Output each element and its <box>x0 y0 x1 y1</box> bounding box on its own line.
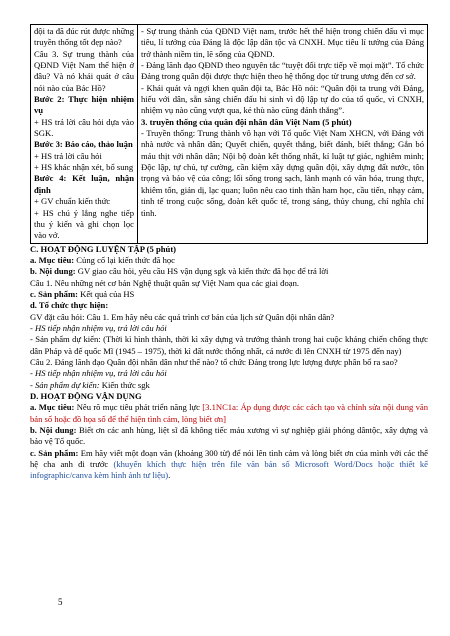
student-task-1: - HS tiếp nhận nhiệm vụ, trả lời câu hỏi <box>30 322 167 333</box>
party-leadership-paragraph: - Đảng lãnh đạo QĐND theo nguyên tắc “tuyệt đối trực tiếp về mọi mặt”. Tổ chức Đảng trong quân đội được thực hiện theo hệ thống dọc từ trung ương đến cơ sở. <box>141 60 424 82</box>
step-4-item-2: + HS chú ý lắng nghe tiếp thu ý kiến và ghi chọn lọc vào vở. <box>34 207 134 241</box>
student-task-2: - HS tiếp nhận nhiệm vụ, trả lời câu hỏi <box>30 368 167 379</box>
page-number: 5 <box>58 597 63 607</box>
section-d <box>30 391 428 482</box>
loyalty-paragraph: - Sự trung thành của QĐND Việt nam, trước hết thể hiện trong chiến đấu vì mục tiêu, lí tưởng của Đảng là độc lập dân tộc và CNXH. Mục tiêu lí tưởng của Đảng trở thành niềm tin, lẽ sống của QĐND. <box>141 26 424 59</box>
step-4-item-1: + GV chuẩn kiến thức <box>34 196 111 207</box>
section-d-content: b. Nội dung: Biết ơn các anh hùng, liệt sĩ đã không tiếc máu xương vì sự nghiệp giải phóng dântộc, xây dựng và bảo vệ Tổ quốc. <box>30 425 428 447</box>
section-c-question-2: Câu 2. Đảng lãnh đạo Quân đội nhân dân như thế nào? tổ chức Đảng trong lực lượng được phân bổ ra sao? <box>30 356 398 367</box>
section-d-heading: D. HOẠT ĐỘNG VẬN DỤNG <box>30 391 142 401</box>
table-row <box>31 25 428 244</box>
traditions-heading: 3. truyền thống của quân đội nhân dân Việt Nam (5 phút) <box>141 116 352 127</box>
traditions-paragraph: - Truyền thống: Trung thành vô hạn với Tổ quốc Việt Nam XHCN, với Đảng với nhà nước và nhân dân; Quyết chiến, quyết thắng, biết đánh, biết thắng; Gắn bó máu thịt với nhân dân; Nội bộ đoàn kết thống nhất, kỉ luật tự giác, nghiêm minh; Độc lập, tự chủ, tự cường, cần kiệm xây dựng quân đội, xây dựng đất nước, tôn trọng và bảo vệ của công; lối sống trong sạch, lành mạnh có văn hóa, trung thực, khiêm tốn, giản dị, lạc quan; luôn nêu cao tinh thần ham học, cầu tiến, nhạy cảm, tinh tế trong cuộc sống, đoàn kết quốc tế, trong sáng, thủy chung, chí nghĩa chí tình. <box>141 128 424 218</box>
activity-column <box>31 25 138 244</box>
section-c <box>30 244 428 391</box>
section-c-content: b. Nội dung: GV giao câu hỏi, yêu cầu HS vận dụng sgk và kiến thức đã học để trả lời <box>30 266 329 277</box>
digital-suggestion: (khuyến khích thực hiện trên file văn bản số Microsoft Word/Docs hoặc thiết kế infographic/canva kèm hình ảnh tư liệu) <box>30 459 428 481</box>
lesson-table <box>30 24 428 244</box>
section-d-product: c. Sản phẩm: Em hãy viết một đoạn văn (khoảng 300 từ) để nói lên tình cảm và lòng biết ơn của mình với các thế hệ cha anh đi trước (khuyến khích thực hiện trên file văn bản số Microsoft Word/Docs hoặc thiết kế infographic/canva kèm hình ảnh tư liệu). <box>30 447 428 481</box>
step-3-item-1: + HS trả lời câu hỏi <box>34 150 102 161</box>
step-4-heading: Bước 4: Kết luận, nhận định <box>34 173 134 195</box>
expected-product-1: - Sản phẩm dự kiến: (Thời kì hình thành, thời kì xây dựng và trưởng thành trong hai cuộc kháng chiến chống thực dân Pháp và đế quốc Mĩ (1945 – 1975), thời kì đất nước thống nhất, cả nước đi lên CNXH từ 1975 đến nay) <box>30 334 428 356</box>
uncle-ho-quote-paragraph: - Khái quát và ngợi khen quân đội ta, Bác Hồ nói: “Quân đội ta trung với Đảng, hiếu với dân, sẵn sàng chiến đấu hi sinh vì độ lập tự do của tổ quốc, vì CNXH, nhiệm vụ nào cũng vượt qua, kẻ thù nào cũng đánh thắng”. <box>141 82 424 116</box>
step-3-heading: Bước 3: Báo cáo, thảo luận <box>34 139 133 150</box>
section-c-objective: a. Mục tiêu: Củng cố lại kiến thức đã học <box>30 254 175 265</box>
section-c-question-1: Câu 1. Nêu những nét cơ bản Nghệ thuật quân sự Việt Nam qua các giai đoạn. <box>30 277 300 288</box>
section-c-heading: C. HOẠT ĐỘNG LUYỆN TẬP (5 phút) <box>30 243 177 254</box>
question-2-tail: đội ta đã đúc rút được những truyền thống tốt đẹp nào? <box>34 26 134 48</box>
step-2-item: + HS trả lời câu hỏi dựa vào SGK. <box>34 116 134 139</box>
section-d-objective: a. Mục tiêu: Nêu rõ mục tiêu phát triển năng lực [3.1NC1a: Áp dụng được các cách tạo và chỉnh sửa nội dung văn bản số hoặc đồ họa số để thể hiện tình cảm, lòng biết ơn] <box>30 402 429 424</box>
document-page <box>30 24 428 482</box>
question-3: Câu 3. Sự trung thành của QĐND Việt Nam thể hiện ở đâu? Và nó khái quát ở câu nói nào của Bác Hồ? <box>34 48 134 93</box>
content-column <box>138 25 428 244</box>
section-c-product: c. Sản phẩm: Kết quả của HS <box>30 288 135 299</box>
step-2-heading: Bước 2: Thực hiện nhiệm vụ <box>34 94 134 116</box>
step-3-item-2: + HS khác nhận xét, bổ sung <box>34 162 134 173</box>
competency-note: [3.1NC1a: Áp dụng được các cách tạo và chỉnh sửa nội dung văn bản số hoặc đồ họa số để thể hiện tình cảm, lòng biết ơn] <box>30 402 429 424</box>
section-c-organization: d. Tổ chức thực hiện: <box>30 300 109 311</box>
expected-product-2: - Sản phẩm dự kiến: Kiến thức sgk <box>30 379 150 390</box>
teacher-question: GV đặt câu hỏi: Câu 1. Em hãy nêu các quá trình cơ bản của lịch sử Quân đội nhân dân? <box>30 311 335 322</box>
